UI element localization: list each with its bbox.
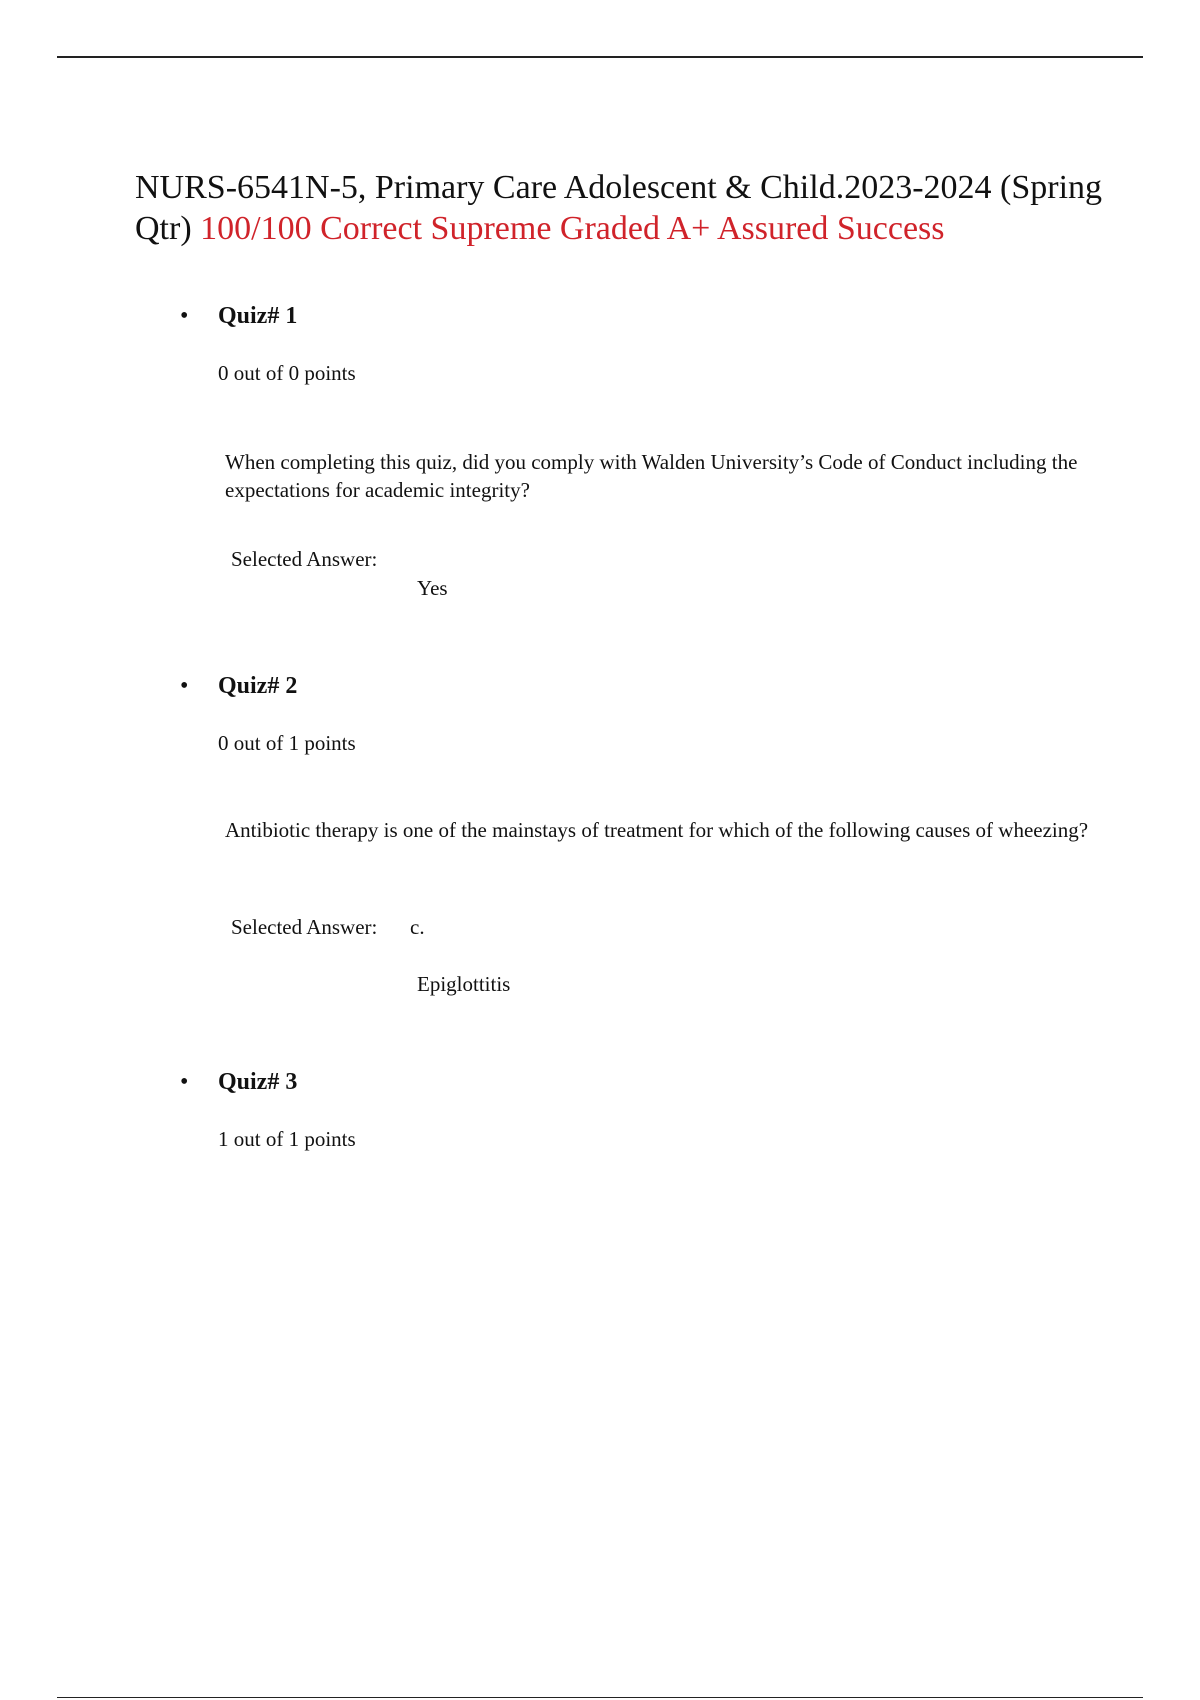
- top-rule: [57, 56, 1143, 58]
- selected-answer-value-2: Epiglottitis: [417, 972, 511, 996]
- quiz-points-2: 0 out of 1 points: [218, 731, 356, 755]
- quiz-heading-3: [180, 1067, 297, 1097]
- quiz-heading-label: Quiz# 1: [218, 303, 298, 329]
- quiz-points-3: 1 out of 1 points: [218, 1127, 356, 1151]
- selected-answer-label-1: Selected Answer:: [231, 547, 378, 571]
- bullet-icon: •: [180, 303, 189, 329]
- quiz-question-1: When completing this quiz, did you comply with Walden University’s Code of Conduct including the expectations for academic integrity?: [225, 450, 1078, 502]
- quiz-heading-1: [180, 301, 297, 331]
- bottom-rule: [57, 1697, 1143, 1698]
- document-title: [135, 167, 1155, 249]
- quiz-heading-label: Quiz# 3: [218, 1069, 298, 1095]
- quiz-points-1: 0 out of 0 points: [218, 361, 356, 385]
- bullet-icon: •: [180, 1069, 189, 1095]
- quiz-heading-label: Quiz# 2: [218, 673, 298, 699]
- selected-answer-label-2: Selected Answer:: [231, 915, 378, 939]
- title-main: NURS-6541N-5, Primary Care Adolescent & Child.2023-2024 (Spring Qtr): [135, 169, 1103, 247]
- quiz-heading-2: [180, 671, 297, 701]
- selected-answer-letter-2: c.: [410, 915, 425, 939]
- title-accent: 100/100 Correct Supreme Graded A+ Assured Success: [200, 210, 945, 247]
- bullet-icon: •: [180, 673, 189, 699]
- quiz-question-2: Antibiotic therapy is one of the mainstays of treatment for which of the following causes of wheezing?: [225, 818, 1089, 842]
- selected-answer-value-1: Yes: [417, 576, 448, 600]
